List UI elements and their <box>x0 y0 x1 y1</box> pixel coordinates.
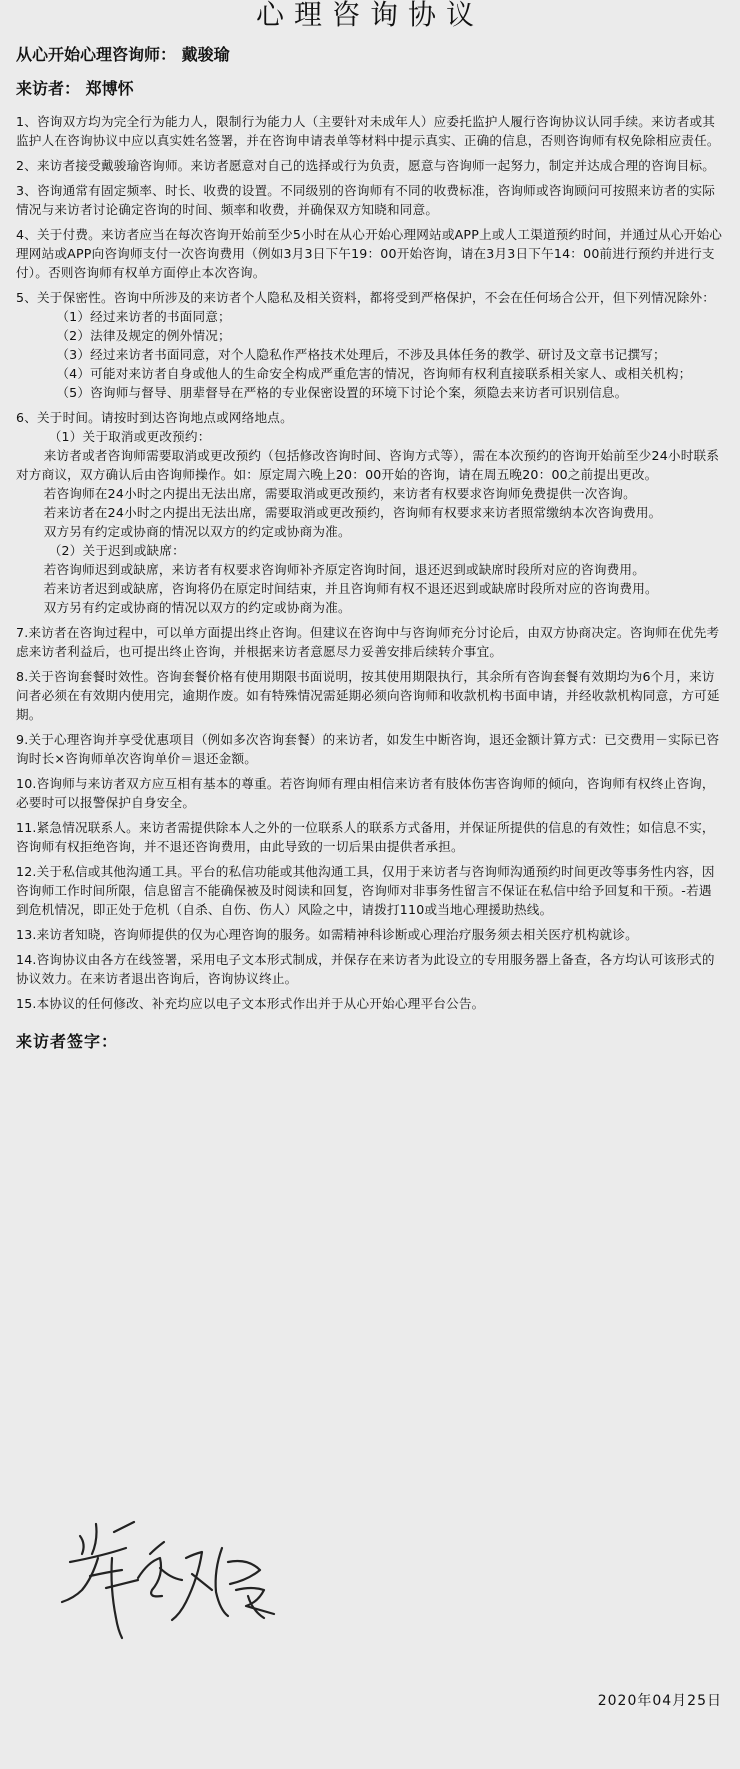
clause-5-item: （1）经过来访者的书面同意； <box>56 309 231 324</box>
clause-7: 7.来访者在咨询过程中，可以单方面提出终止咨询。但建议在咨询中与咨询师充分讨论后，由双方协商决定。咨询师在优先考虑来访者利益后，也可提出终止咨询，并根据来访者意愿尽力妥善安排后续转介事宜。 <box>16 625 720 659</box>
clause-6-sub2-p1: 若咨询师迟到或缺席，来访者有权要求咨询师补齐原定咨询时间，退还迟到或缺席时段所对应的咨询费用。 <box>43 562 646 577</box>
clause-6-sub2-p3: 双方另有约定或协商的情况以双方的约定或协商为准。 <box>43 600 351 615</box>
clause-6-sub1-p3: 若来访者在24小时之内提出无法出席，需要取消或更改预约，咨询师有权要求来访者照常缴纳本次咨询费用。 <box>43 505 662 520</box>
clause-4: 4、关于付费。来访者应当在每次咨询开始前至少5小时在从心开始心理网站或APP上或人工渠道预约时间，并通过从心开始心理网站或APP向咨询师支付一次咨询费用（例如3月3日下午19：00开始咨询，请在3月3日下午14：00前进行预约并进行支付）。否则咨询师有权单方面停止本次咨询。 <box>16 227 723 280</box>
clause-13: 13.来访者知晓，咨询师提供的仅为心理咨询的服务。如需精神科诊断或心理治疗服务须去相关医疗机构就诊。 <box>16 927 638 942</box>
clause-10: 10.咨询师与来访者双方应互相有基本的尊重。若咨询师有理由相信来访者有肢体伤害咨询师的倾向，咨询师有权终止咨询，必要时可以报警保护自身安全。 <box>16 776 715 810</box>
clause-1: 1、咨询双方均为完全行为能力人，限制行为能力人（主要针对未成年人）应委托监护人履行咨询协议认同手续。来访者或其监护人在咨询协议中应以真实姓名签署，并在咨询申请表单等材料中提示真实、正确的信息，否则咨询师有权免除相应责任。 <box>16 114 720 148</box>
clause-12: 12.关于私信或其他沟通工具。平台的私信功能或其他沟通工具，仅用于来访者与咨询师沟通预约时间更改等事务性内容，因咨询师工作时间所限，信息留言不能确保被及时阅读和回复，咨询师对非事务性留言不保证在私信中给予回复和干预。-若遇到危机情况，即正处于危机（自杀、自伤、伤人）风险之中，请拨打110或当地心理援助热线。 <box>16 864 715 917</box>
clause-6-sub1-p4: 双方另有约定或协商的情况以双方的约定或协商为准。 <box>43 524 351 539</box>
clause-3: 3、咨询通常有固定频率、时长、收费的设置。不同级别的咨询师有不同的收费标准，咨询师或咨询顾问可按照来访者的实际情况与来访者讨论确定咨询的时间、频率和收费，并确保双方知晓和同意。 <box>16 183 716 217</box>
clause-15: 15.本协议的任何修改、补充均应以电子文本形式作出并于从心开始心理平台公告。 <box>16 996 485 1011</box>
clause-5-item: （3）经过来访者书面同意，对个人隐私作严格技术处理后，不涉及具体任务的教学、研讨及文章书记撰写； <box>56 347 666 362</box>
clause-5-item: （4）可能对来访者自身或他人的生命安全构成严重危害的情况，咨询师有权利直接联系相关家人、或相关机构； <box>56 366 692 381</box>
handwritten-signature <box>52 1518 312 1648</box>
clause-6-sub2-title: （2）关于迟到或缺席： <box>48 543 185 558</box>
clause-5-item: （5）咨询师与督导、朋辈督导在严格的专业保密设置的环境下讨论个案，须隐去来访者可识别信息。 <box>56 385 628 400</box>
clause-5-item: （2）法律及规定的例外情况； <box>56 328 231 343</box>
clause-2: 2、来访者接受戴骏瑜咨询师。来访者愿意对自己的选择或行为负责，愿意与咨询师一起努力，制定并达成合理的咨询目标。 <box>16 158 716 173</box>
clause-8: 8.关于咨询套餐时效性。咨询套餐价格有使用期限书面说明，按其使用期限执行，其余所有咨询套餐有效期均为6个月，来访问者必须在有效期内使用完，逾期作废。如有特殊情况需延期必须向咨询师和收款机构书面申请，并经收款机构同意，方可延期。 <box>16 669 720 722</box>
clause-9: 9.关于心理咨询并享受优惠项目（例如多次咨询套餐）的来访者，如发生中断咨询，退还金额计算方式：已交费用－实际已咨询时长×咨询师单次咨询单价＝退还金额。 <box>16 732 720 766</box>
clause-6-sub1-title: （1）关于取消或更改预约： <box>48 429 211 444</box>
signing-date: 2020年04月25日 <box>597 1693 722 1709</box>
visitor-line: 来访者： 郑博怀 <box>16 79 134 98</box>
clause-6-intro: 6、关于时间。请按时到达咨询地点或网络地点。 <box>16 410 293 425</box>
clause-6-sub1-p1: 来访者或者咨询师需要取消或更改预约（包括修改咨询时间、咨询方式等），需在本次预约的咨询开始前至少24小时联系对方商议，双方确认后由咨询师操作。如：原定周六晚上20：00开始的咨询，请在周五晚20：00之前提出更改。 <box>16 448 720 482</box>
clause-14: 14.咨询协议由各方在线签署，采用电子文本形式制成，并保存在来访者为此设立的专用服务器上备查，各方均认可该形式的协议效力。在来访者退出咨询后，咨询协议终止。 <box>16 952 715 986</box>
counselor-line: 从心开始心理咨询师： 戴骏瑜 <box>16 45 230 64</box>
clause-5-intro: 5、关于保密性。咨询中所涉及的来访者个人隐私及相关资料，都将受到严格保护，不会在任何场合公开，但下列情况除外： <box>16 290 716 305</box>
clause-11: 11.紧急情况联系人。来访者需提供除本人之外的一位联系人的联系方式备用，并保证所提供的信息的有效性；如信息不实，咨询师有权拒绝咨询，并不退还咨询费用，由此导致的一切后果由提供者承担。 <box>16 820 715 854</box>
signature-label: 来访者签字： <box>16 1032 119 1051</box>
clause-6-sub1-p2: 若咨询师在24小时之内提出无法出席，需要取消或更改预约，来访者有权要求咨询师免费提供一次咨询。 <box>43 486 636 501</box>
page-title: 心理咨询协议 <box>255 0 484 31</box>
clause-6-sub2-p2: 若来访者迟到或缺席，咨询将仍在原定时间结束，并且咨询师有权不退还迟到或缺席时段所对应的咨询费用。 <box>43 581 658 596</box>
